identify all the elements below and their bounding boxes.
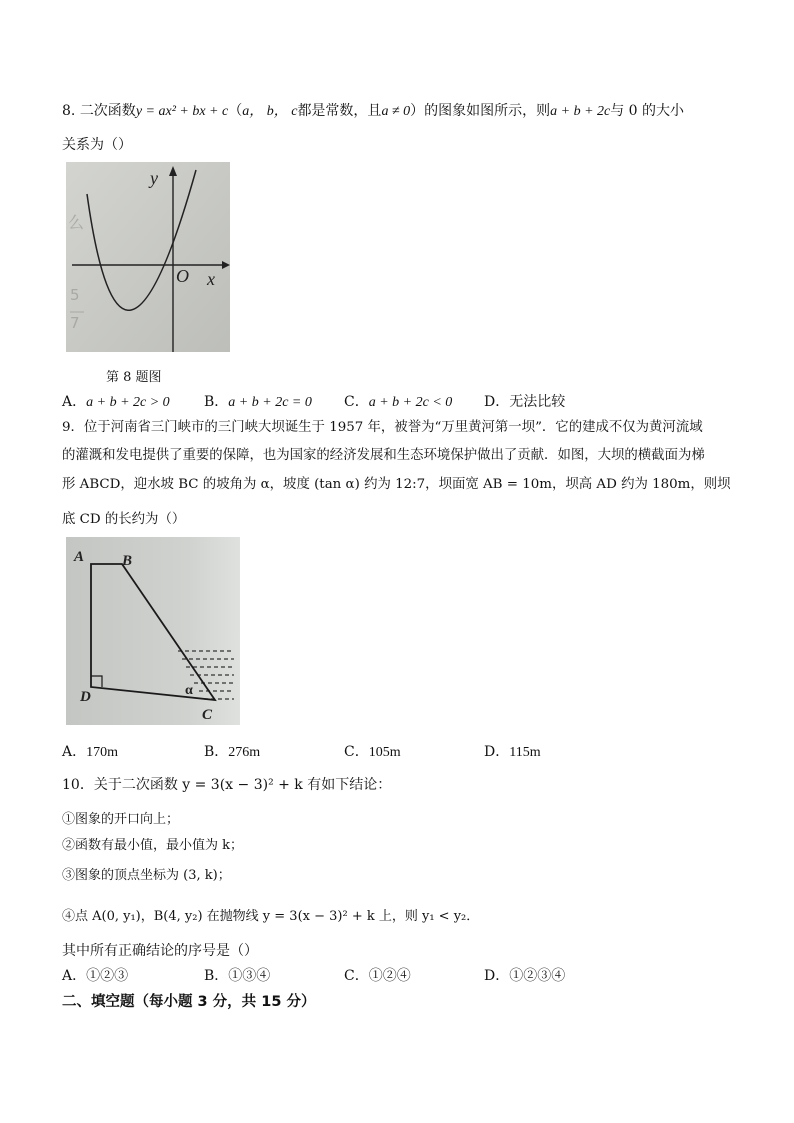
option-text: 276m xyxy=(228,745,261,760)
option-text: 170m xyxy=(86,745,119,760)
q8-stem-a: 二次函数 xyxy=(79,103,136,119)
q8-stem-b: （ xyxy=(228,103,243,119)
q9-stem-line3: 形 ABCD，迎水坡 BC 的坡角为 α，坡度 (tan α) 约为 12:7，坝面宽 AB = 10m，坝高 AD 约为 180m，则坝 xyxy=(62,477,731,492)
vertex-b-label: B xyxy=(122,553,133,569)
option-text: ①②③④ xyxy=(509,968,566,984)
q10-option-c[interactable] xyxy=(344,965,411,985)
q10-conclusion-1: ①图象的开口向上； xyxy=(62,812,180,827)
angle-alpha-label: α xyxy=(185,683,193,698)
vertex-d-label: D xyxy=(80,689,91,705)
q8-parabola-graph xyxy=(66,162,230,352)
option-letter: A． xyxy=(62,968,87,984)
q8-figure-caption: 第 8 题图 xyxy=(106,370,162,385)
svg-text:么: 么 xyxy=(68,213,85,232)
q8-stem-c: 都是常数，且 xyxy=(297,103,382,119)
x-axis-label: x xyxy=(207,269,215,289)
option-text: ①③④ xyxy=(228,968,271,984)
q9-stem-line1: 9．位于河南省三门峡市的三门峡大坝诞生于 1957 年，被誉为“万里黄河第一坝”．它的建成不仅为黄河流域 xyxy=(62,420,703,435)
q9-option-c[interactable] xyxy=(344,741,401,761)
q10-option-b[interactable] xyxy=(204,965,270,985)
vertex-a-label: A xyxy=(74,549,85,565)
option-letter: A． xyxy=(62,744,87,760)
section-2-heading: 二、填空题（每小题 3 分，共 15 分） xyxy=(62,994,316,1010)
option-text: ①②③ xyxy=(86,968,129,984)
option-text: a + b + 2c > 0 xyxy=(86,395,170,410)
q10-stem: 10．关于二次函数 y = 3(x − 3)² + k 有如下结论： xyxy=(62,777,392,793)
q8-stem-e: 与 0 的大小 xyxy=(610,103,685,119)
vertex-c-label: C xyxy=(202,707,213,723)
option-letter: C． xyxy=(344,968,369,984)
q9-stem-line4: 底 CD 的长约为（） xyxy=(62,512,186,527)
q9-option-b[interactable] xyxy=(204,741,260,761)
q10-conclusion-2: ②函数有最小值，最小值为 k； xyxy=(62,838,244,853)
y-axis-label: y xyxy=(150,168,158,188)
q8-option-a[interactable] xyxy=(62,391,170,411)
q8-option-b[interactable] xyxy=(204,391,312,411)
q9-stem-line2: 的灌溉和发电提供了重要的保障，也为国家的经济发展和生态环境保护做出了贡献．如图，大坝的横截面为梯 xyxy=(62,448,705,463)
q8-equation: y = ax² + bx + c xyxy=(135,104,229,119)
q8-option-d[interactable] xyxy=(484,391,565,411)
q8-vars: a， b， c xyxy=(242,104,298,119)
svg-text:7: 7 xyxy=(70,314,80,332)
q10-option-d[interactable] xyxy=(484,965,565,985)
q8-number: 8. xyxy=(62,103,76,119)
q9-figure xyxy=(66,537,240,725)
q10-conclusion-3: ③图象的顶点坐标为 (3, k)； xyxy=(62,868,231,883)
q8-stem-line1 xyxy=(62,100,684,120)
q9-option-a[interactable] xyxy=(62,741,118,761)
option-letter: C． xyxy=(344,394,369,410)
q8-condition: a ≠ 0 xyxy=(381,104,411,119)
option-letter: B． xyxy=(204,744,229,760)
option-letter: B． xyxy=(204,968,229,984)
option-text: 115m xyxy=(509,745,541,760)
option-text: a + b + 2c = 0 xyxy=(228,395,312,410)
option-text: 105m xyxy=(368,745,401,760)
q8-stem-d: ）的图象如图所示，则 xyxy=(410,103,551,119)
q8-figure xyxy=(66,162,230,352)
option-text: 无法比较 xyxy=(509,394,566,410)
q8-stem-line2: 关系为（） xyxy=(62,137,132,153)
svg-text:5: 5 xyxy=(70,286,80,304)
q10-question: 其中所有正确结论的序号是（） xyxy=(62,943,258,959)
q10-conclusion-4: ④点 A(0, y₁)，B(4, y₂) 在抛物线 y = 3(x − 3)² + k 上，则 y₁ < y₂． xyxy=(62,909,480,924)
q8-expression: a + b + 2c xyxy=(550,104,611,119)
option-letter: C． xyxy=(344,744,369,760)
option-letter: D． xyxy=(484,394,510,410)
option-letter: B． xyxy=(204,394,229,410)
option-letter: D． xyxy=(484,744,510,760)
origin-label: O xyxy=(176,266,189,286)
option-text: ①②④ xyxy=(368,968,411,984)
q8-option-c[interactable] xyxy=(344,391,452,411)
option-text: a + b + 2c < 0 xyxy=(368,395,453,410)
q9-dam-diagram xyxy=(66,537,240,725)
q10-option-a[interactable] xyxy=(62,965,128,985)
option-letter: A． xyxy=(62,394,87,410)
option-letter: D． xyxy=(484,968,510,984)
q9-option-d[interactable] xyxy=(484,741,541,761)
